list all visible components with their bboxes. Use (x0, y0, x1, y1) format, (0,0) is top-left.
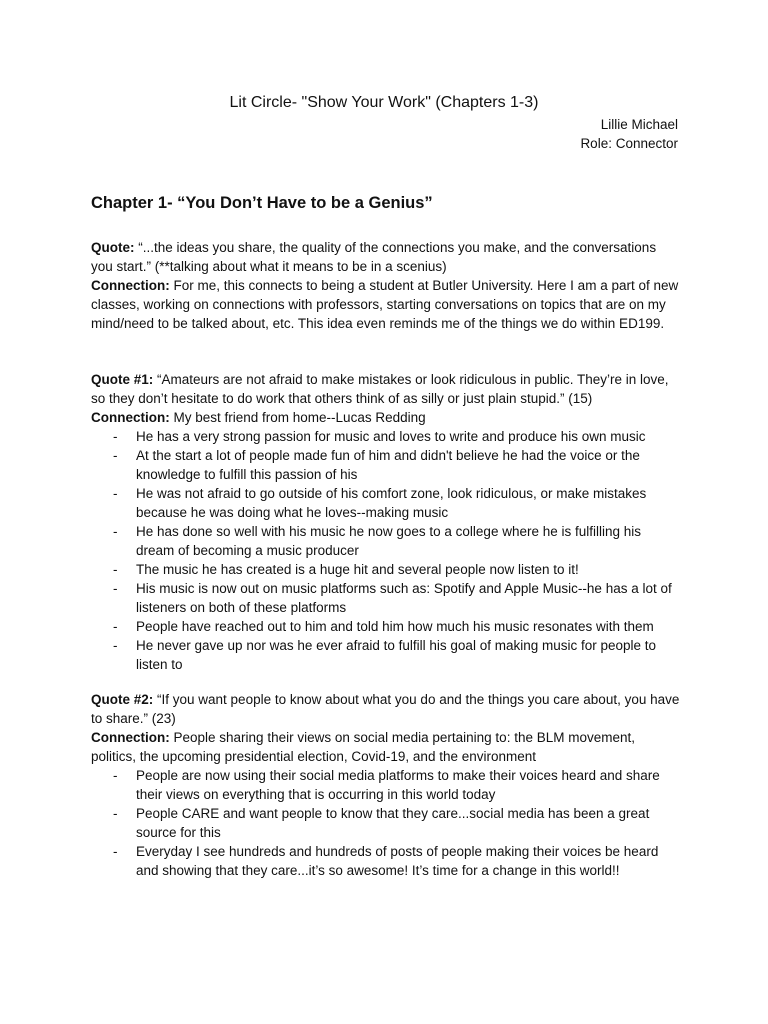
author-name: Lillie Michael (600, 117, 678, 132)
quote-section (91, 238, 681, 333)
connection-paragraph (91, 408, 681, 427)
connection-text: My best friend from home--Lucas Redding (169, 410, 426, 425)
quote-section (91, 690, 681, 880)
quote-label: Quote #1: (91, 372, 154, 387)
connection-paragraph (91, 728, 681, 766)
connection-label: Connection: (91, 278, 170, 293)
bullet-list (91, 427, 681, 674)
list-item: - People are now using their social media platforms to make their voices heard and share their views on everything that is occurring in this world today (91, 766, 681, 804)
quote-text: “Amateurs are not afraid to make mistakes or look ridiculous in public. They’re in love, so they don’t hesitate to do work that others think of as silly or just plain stupid.” (15) (91, 372, 669, 406)
connection-paragraph (91, 276, 681, 333)
connection-label: Connection: (91, 410, 170, 425)
document-title: Lit Circle- "Show Your Work" (Chapters 1-3) (229, 94, 539, 111)
list-item: - The music he has created is a huge hit and several people now listen to it! (91, 560, 681, 579)
quote-section (91, 370, 681, 674)
list-item: - He has a very strong passion for music and loves to write and produce his own music (91, 427, 681, 446)
quote-label: Quote: (91, 240, 135, 255)
list-item: - People have reached out to him and told him how much his music resonates with them (91, 617, 681, 636)
list-item: - His music is now out on music platforms such as: Spotify and Apple Music--he has a lot of listeners on both of these platforms (91, 579, 681, 617)
chapter-heading: Chapter 1- “You Don’t Have to be a Genius” (91, 194, 433, 212)
list-item: - He has done so well with his music he now goes to a college where he is fulfilling his dream of becoming a music producer (91, 522, 681, 560)
quote-text: “If you want people to know about what you do and the things you care about, you have to share.” (23) (91, 692, 680, 726)
quote-text: “...the ideas you share, the quality of the connections you make, and the conversations you start.” (**talking about what it means to be in a scenius) (91, 240, 657, 274)
connection-text: People sharing their views on social media pertaining to: the BLM movement, politics, the upcoming presidential election, Covid-19, and the environment (91, 730, 635, 764)
quote-paragraph (91, 370, 681, 408)
quote-paragraph (91, 238, 681, 276)
list-item: - He was not afraid to go outside of his comfort zone, look ridiculous, or make mistakes because he was doing what he loves--making music (91, 484, 681, 522)
list-item: - Everyday I see hundreds and hundreds of posts of people making their voices be heard and showing that they care...it’s so awesome! It’s time for a change in this world!! (91, 842, 681, 880)
connection-text: For me, this connects to being a student at Butler University. Here I am a part of new classes, working on connections with professors, starting conversations on topics that are on my mind/need to be talked about, etc. This idea even reminds me of the things we do within ED199. (91, 278, 679, 331)
list-item: - At the start a lot of people made fun of him and didn't believe he had the voice or the knowledge to fulfill this passion of his (91, 446, 681, 484)
quote-label: Quote #2: (91, 692, 154, 707)
bullet-list (91, 766, 681, 880)
list-item: - He never gave up nor was he ever afraid to fulfill his goal of making music for people to listen to (91, 636, 681, 674)
quote-paragraph (91, 690, 681, 728)
connection-label: Connection: (91, 730, 170, 745)
list-item: - People CARE and want people to know that they care...social media has been a great source for this (91, 804, 681, 842)
author-role: Role: Connector (580, 136, 678, 151)
